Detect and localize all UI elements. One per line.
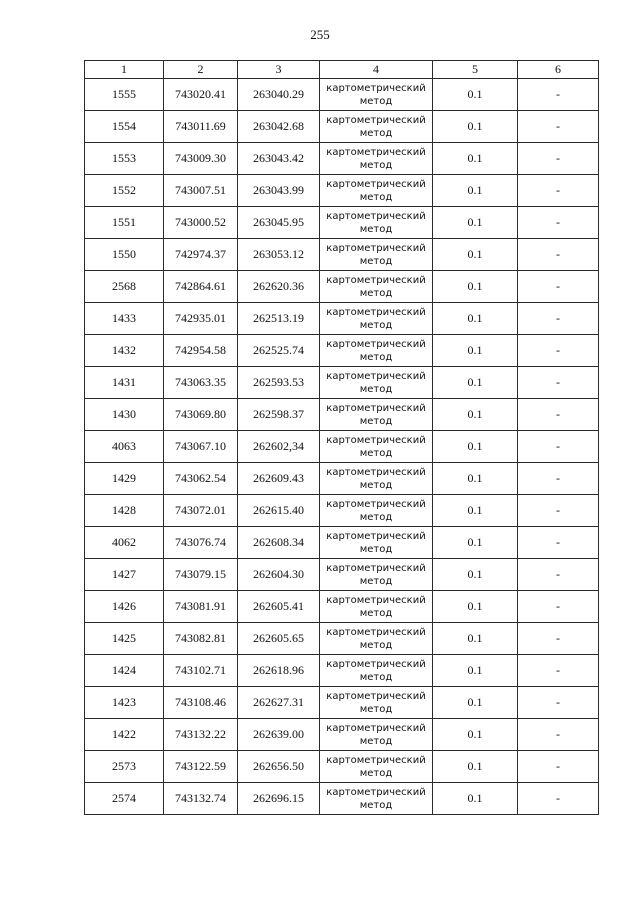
method-line: картометрический — [326, 530, 426, 542]
y-coordinate-cell: 262525.74 — [238, 335, 320, 367]
y-coordinate-cell: 263042.68 — [238, 111, 320, 143]
point-number-cell: 1430 — [85, 399, 164, 431]
accuracy-cell: 0.1 — [433, 399, 518, 431]
table-row — [85, 303, 599, 335]
table-row — [85, 687, 599, 719]
x-coordinate-cell: 743081.91 — [164, 591, 238, 623]
method-line: метод — [359, 543, 393, 555]
accuracy-cell: 0.1 — [433, 431, 518, 463]
table-row — [85, 335, 599, 367]
table-header-row — [85, 61, 599, 79]
note-cell: - — [518, 655, 599, 687]
accuracy-cell: 0.1 — [433, 303, 518, 335]
method-cell — [320, 79, 433, 111]
point-number-cell: 1431 — [85, 367, 164, 399]
accuracy-cell: 0.1 — [433, 783, 518, 815]
table-row — [85, 175, 599, 207]
table-row — [85, 399, 599, 431]
accuracy-cell: 0.1 — [433, 751, 518, 783]
method-line: картометрический — [326, 722, 426, 734]
method-line: метод — [359, 799, 393, 811]
method-line: метод — [359, 191, 393, 203]
method-cell — [320, 335, 433, 367]
point-number-cell: 1425 — [85, 623, 164, 655]
y-coordinate-cell: 263045.95 — [238, 207, 320, 239]
table-row — [85, 111, 599, 143]
note-cell: - — [518, 399, 599, 431]
table-row — [85, 239, 599, 271]
x-coordinate-cell: 743082.81 — [164, 623, 238, 655]
point-number-cell: 2573 — [85, 751, 164, 783]
method-line: картометрический — [326, 338, 426, 350]
x-coordinate-cell: 743069.80 — [164, 399, 238, 431]
method-line: метод — [359, 95, 393, 107]
method-line: картометрический — [326, 114, 426, 126]
method-cell — [320, 111, 433, 143]
accuracy-cell: 0.1 — [433, 111, 518, 143]
point-number-cell: 1427 — [85, 559, 164, 591]
method-line: картометрический — [326, 178, 426, 190]
table-row — [85, 783, 599, 815]
method-cell — [320, 303, 433, 335]
method-line: картометрический — [326, 562, 426, 574]
y-coordinate-cell: 262620.36 — [238, 271, 320, 303]
method-cell — [320, 143, 433, 175]
column-header: 6 — [518, 61, 599, 79]
point-number-cell: 1428 — [85, 495, 164, 527]
method-line: картометрический — [326, 370, 426, 382]
point-number-cell: 1550 — [85, 239, 164, 271]
point-number-cell: 1426 — [85, 591, 164, 623]
method-line: картометрический — [326, 498, 426, 510]
column-header: 4 — [320, 61, 433, 79]
x-coordinate-cell: 743009.30 — [164, 143, 238, 175]
method-cell — [320, 239, 433, 271]
method-cell — [320, 623, 433, 655]
accuracy-cell: 0.1 — [433, 719, 518, 751]
accuracy-cell: 0.1 — [433, 271, 518, 303]
method-line: метод — [359, 383, 393, 395]
method-line: метод — [359, 319, 393, 331]
table-row — [85, 207, 599, 239]
accuracy-cell: 0.1 — [433, 207, 518, 239]
note-cell: - — [518, 559, 599, 591]
table-row — [85, 719, 599, 751]
note-cell: - — [518, 271, 599, 303]
y-coordinate-cell: 263043.99 — [238, 175, 320, 207]
y-coordinate-cell: 262605.41 — [238, 591, 320, 623]
y-coordinate-cell: 262598.37 — [238, 399, 320, 431]
point-number-cell: 4062 — [85, 527, 164, 559]
accuracy-cell: 0.1 — [433, 495, 518, 527]
x-coordinate-cell: 743122.59 — [164, 751, 238, 783]
table-row — [85, 751, 599, 783]
accuracy-cell: 0.1 — [433, 527, 518, 559]
method-cell — [320, 495, 433, 527]
method-cell — [320, 719, 433, 751]
y-coordinate-cell: 263053.12 — [238, 239, 320, 271]
accuracy-cell: 0.1 — [433, 79, 518, 111]
method-line: метод — [359, 127, 393, 139]
table-row — [85, 79, 599, 111]
table-row — [85, 431, 599, 463]
accuracy-cell: 0.1 — [433, 463, 518, 495]
x-coordinate-cell: 743072.01 — [164, 495, 238, 527]
method-line: метод — [359, 351, 393, 363]
note-cell: - — [518, 687, 599, 719]
method-line: метод — [359, 447, 393, 459]
point-number-cell: 1551 — [85, 207, 164, 239]
note-cell: - — [518, 367, 599, 399]
point-number-cell: 1422 — [85, 719, 164, 751]
method-line: картометрический — [326, 594, 426, 606]
y-coordinate-cell: 263040.29 — [238, 79, 320, 111]
point-number-cell: 1429 — [85, 463, 164, 495]
x-coordinate-cell: 742935.01 — [164, 303, 238, 335]
method-line: картометрический — [326, 754, 426, 766]
coordinates-table — [84, 60, 599, 815]
x-coordinate-cell: 742974.37 — [164, 239, 238, 271]
table-row — [85, 527, 599, 559]
accuracy-cell: 0.1 — [433, 623, 518, 655]
accuracy-cell: 0.1 — [433, 239, 518, 271]
x-coordinate-cell: 743020.41 — [164, 79, 238, 111]
method-line: метод — [359, 511, 393, 523]
method-line: картометрический — [326, 274, 426, 286]
method-cell — [320, 783, 433, 815]
accuracy-cell: 0.1 — [433, 367, 518, 399]
x-coordinate-cell: 743007.51 — [164, 175, 238, 207]
note-cell: - — [518, 335, 599, 367]
method-cell — [320, 687, 433, 719]
y-coordinate-cell: 262639.00 — [238, 719, 320, 751]
y-coordinate-cell: 262618.96 — [238, 655, 320, 687]
note-cell: - — [518, 495, 599, 527]
x-coordinate-cell: 743132.22 — [164, 719, 238, 751]
y-coordinate-cell: 262627.31 — [238, 687, 320, 719]
method-line: метод — [359, 639, 393, 651]
method-line: картометрический — [326, 210, 426, 222]
note-cell: - — [518, 207, 599, 239]
x-coordinate-cell: 743000.52 — [164, 207, 238, 239]
method-line: метод — [359, 607, 393, 619]
method-line: метод — [359, 767, 393, 779]
x-coordinate-cell: 742954.58 — [164, 335, 238, 367]
note-cell: - — [518, 527, 599, 559]
column-header: 1 — [85, 61, 164, 79]
method-cell — [320, 175, 433, 207]
method-line: картометрический — [326, 434, 426, 446]
method-line: метод — [359, 255, 393, 267]
point-number-cell: 1433 — [85, 303, 164, 335]
note-cell: - — [518, 751, 599, 783]
method-cell — [320, 431, 433, 463]
point-number-cell: 1552 — [85, 175, 164, 207]
method-cell — [320, 399, 433, 431]
x-coordinate-cell: 743079.15 — [164, 559, 238, 591]
x-coordinate-cell: 743062.54 — [164, 463, 238, 495]
table-row — [85, 591, 599, 623]
table-row — [85, 143, 599, 175]
method-cell — [320, 655, 433, 687]
accuracy-cell: 0.1 — [433, 335, 518, 367]
method-line: метод — [359, 479, 393, 491]
note-cell: - — [518, 623, 599, 655]
method-line: метод — [359, 703, 393, 715]
point-number-cell: 4063 — [85, 431, 164, 463]
method-line: метод — [359, 415, 393, 427]
accuracy-cell: 0.1 — [433, 655, 518, 687]
page-number: 255 — [310, 27, 330, 42]
point-number-cell: 1432 — [85, 335, 164, 367]
method-cell — [320, 591, 433, 623]
point-number-cell: 1555 — [85, 79, 164, 111]
method-line: метод — [359, 735, 393, 747]
y-coordinate-cell: 262615.40 — [238, 495, 320, 527]
method-line: метод — [359, 287, 393, 299]
method-cell — [320, 207, 433, 239]
note-cell: - — [518, 111, 599, 143]
x-coordinate-cell: 743011.69 — [164, 111, 238, 143]
column-header: 2 — [164, 61, 238, 79]
note-cell: - — [518, 431, 599, 463]
y-coordinate-cell: 262602,34 — [238, 431, 320, 463]
method-line: картометрический — [326, 82, 426, 94]
table-body — [85, 79, 599, 815]
table-row — [85, 463, 599, 495]
y-coordinate-cell: 262656.50 — [238, 751, 320, 783]
y-coordinate-cell: 262604.30 — [238, 559, 320, 591]
x-coordinate-cell: 743102.71 — [164, 655, 238, 687]
method-line: картометрический — [326, 306, 426, 318]
note-cell: - — [518, 783, 599, 815]
method-cell — [320, 559, 433, 591]
column-header: 5 — [433, 61, 518, 79]
y-coordinate-cell: 262696.15 — [238, 783, 320, 815]
y-coordinate-cell: 262593.53 — [238, 367, 320, 399]
accuracy-cell: 0.1 — [433, 687, 518, 719]
x-coordinate-cell: 743076.74 — [164, 527, 238, 559]
method-line: картометрический — [326, 402, 426, 414]
x-coordinate-cell: 742864.61 — [164, 271, 238, 303]
point-number-cell: 2568 — [85, 271, 164, 303]
method-line: картометрический — [326, 626, 426, 638]
note-cell: - — [518, 303, 599, 335]
table-row — [85, 367, 599, 399]
table-row — [85, 495, 599, 527]
x-coordinate-cell: 743132.74 — [164, 783, 238, 815]
note-cell: - — [518, 463, 599, 495]
method-cell — [320, 751, 433, 783]
y-coordinate-cell: 262608.34 — [238, 527, 320, 559]
method-cell — [320, 463, 433, 495]
y-coordinate-cell: 262609.43 — [238, 463, 320, 495]
x-coordinate-cell: 743063.35 — [164, 367, 238, 399]
x-coordinate-cell: 743108.46 — [164, 687, 238, 719]
y-coordinate-cell: 262605.65 — [238, 623, 320, 655]
method-line: картометрический — [326, 466, 426, 478]
note-cell: - — [518, 143, 599, 175]
note-cell: - — [518, 239, 599, 271]
table-row — [85, 559, 599, 591]
x-coordinate-cell: 743067.10 — [164, 431, 238, 463]
method-line: картометрический — [326, 658, 426, 670]
note-cell: - — [518, 79, 599, 111]
point-number-cell: 1553 — [85, 143, 164, 175]
method-line: метод — [359, 575, 393, 587]
method-cell — [320, 367, 433, 399]
accuracy-cell: 0.1 — [433, 175, 518, 207]
point-number-cell: 1423 — [85, 687, 164, 719]
method-line: картометрический — [326, 786, 426, 798]
point-number-cell: 2574 — [85, 783, 164, 815]
method-cell — [320, 527, 433, 559]
column-header: 3 — [238, 61, 320, 79]
method-line: метод — [359, 671, 393, 683]
accuracy-cell: 0.1 — [433, 559, 518, 591]
table-row — [85, 655, 599, 687]
method-line: картометрический — [326, 242, 426, 254]
method-cell — [320, 271, 433, 303]
table-row — [85, 271, 599, 303]
method-line: картометрический — [326, 146, 426, 158]
note-cell: - — [518, 175, 599, 207]
point-number-cell: 1424 — [85, 655, 164, 687]
accuracy-cell: 0.1 — [433, 591, 518, 623]
method-line: метод — [359, 223, 393, 235]
table-row — [85, 623, 599, 655]
accuracy-cell: 0.1 — [433, 143, 518, 175]
y-coordinate-cell: 263043.42 — [238, 143, 320, 175]
note-cell: - — [518, 719, 599, 751]
point-number-cell: 1554 — [85, 111, 164, 143]
note-cell: - — [518, 591, 599, 623]
y-coordinate-cell: 262513.19 — [238, 303, 320, 335]
method-line: метод — [359, 159, 393, 171]
method-line: картометрический — [326, 690, 426, 702]
